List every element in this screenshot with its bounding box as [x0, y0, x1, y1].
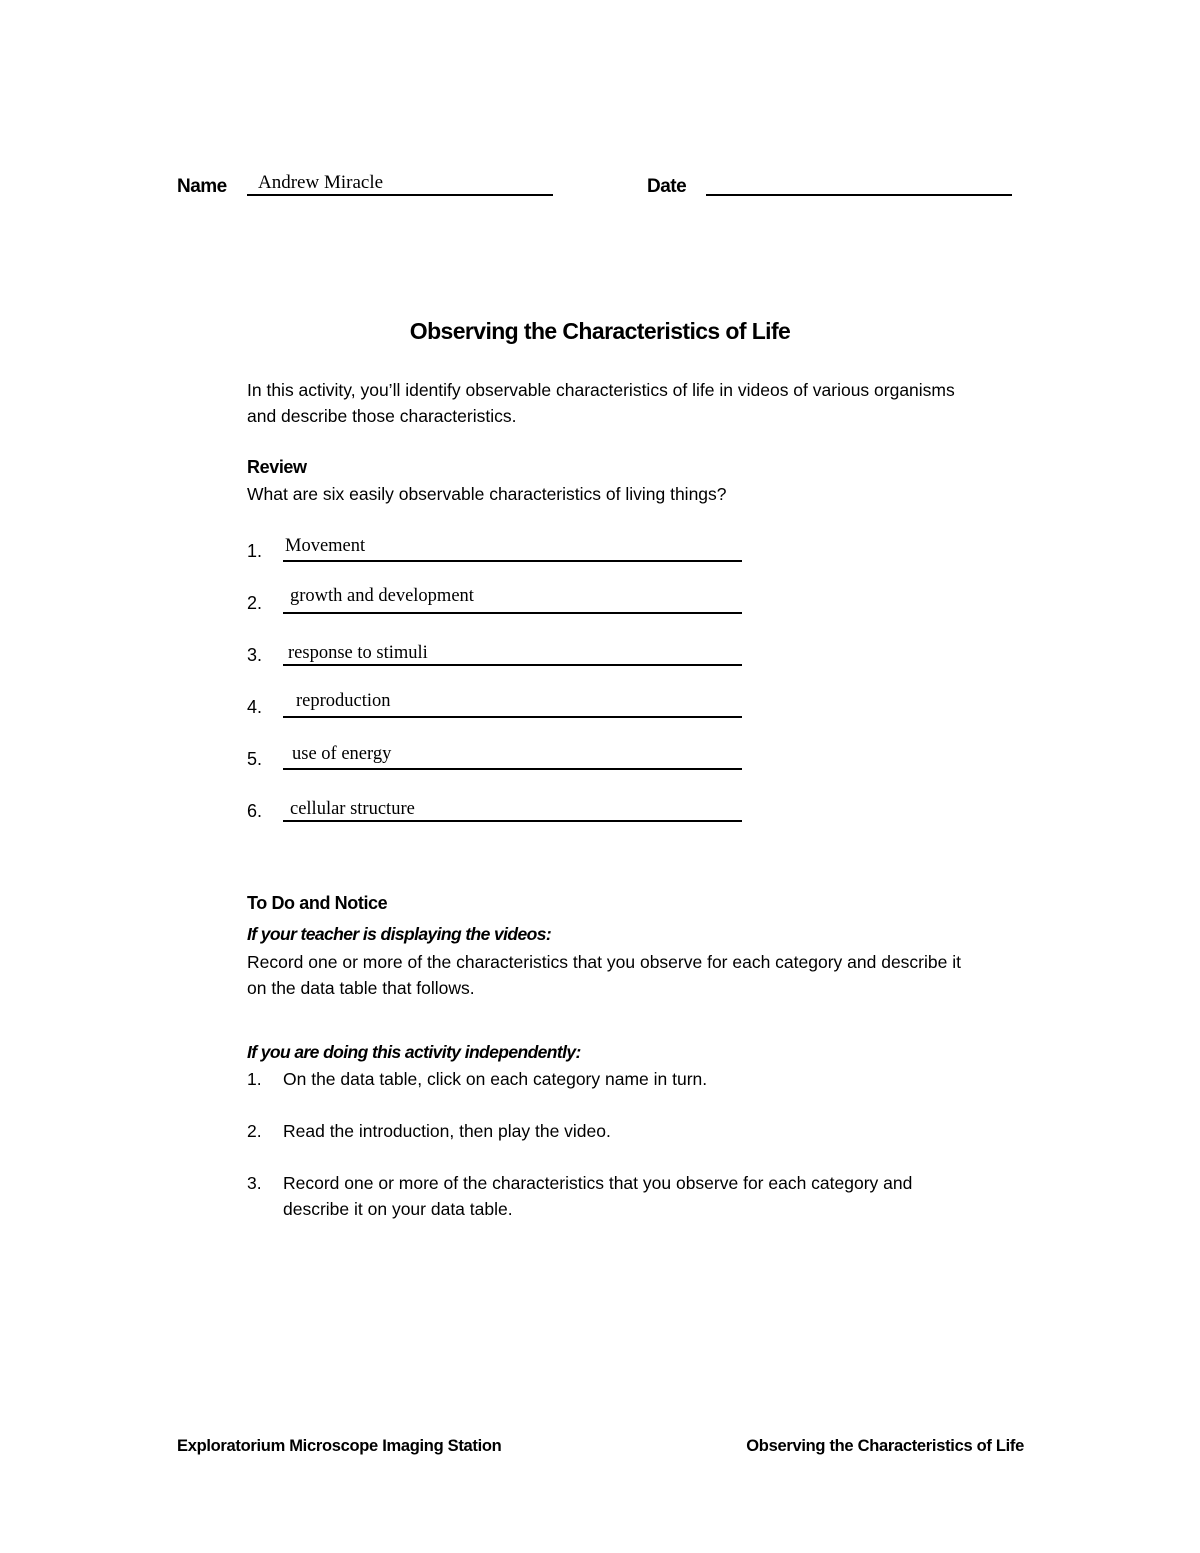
- step-1: [247, 1066, 967, 1092]
- step-number: 1.: [247, 1069, 262, 1089]
- step-text: Read the introduction, then play the video.: [283, 1121, 611, 1141]
- intro-paragraph: In this activity, you’ll identify observable characteristics of life in videos of various organisms and describe those characteristics.: [247, 380, 955, 426]
- footer-right: Observing the Characteristics of Life: [746, 1437, 1024, 1455]
- footer-left: Exploratorium Microscope Imaging Station: [177, 1437, 502, 1455]
- review-item-6: [247, 792, 747, 822]
- step-2: [247, 1118, 967, 1144]
- review-item-3: [247, 636, 747, 666]
- teacher-subheading: If your teacher is displaying the videos:: [247, 924, 552, 944]
- review-item-number: 6.: [247, 801, 263, 821]
- name-field[interactable]: Andrew Miracle: [258, 172, 384, 193]
- review-question: What are six easily observable characteristics of living things?: [247, 484, 727, 504]
- answer-field[interactable]: growth and development: [290, 586, 474, 606]
- answer-field[interactable]: response to stimuli: [288, 643, 428, 663]
- review-item-4: [247, 688, 747, 718]
- name-field-line: [247, 194, 553, 196]
- answer-field[interactable]: Movement: [285, 536, 366, 556]
- answer-field[interactable]: use of energy: [292, 744, 392, 764]
- answer-line: [283, 612, 742, 614]
- date-label: Date: [647, 176, 687, 197]
- step-text: Record one or more of the characteristics that you observe for each category and describe it on your data table.: [283, 1173, 913, 1219]
- answer-line: [283, 664, 742, 666]
- answer-line: [283, 820, 742, 822]
- date-field-line: [706, 194, 1012, 196]
- todo-heading: To Do and Notice: [247, 893, 388, 913]
- step-text: On the data table, click on each category name in turn.: [283, 1069, 708, 1089]
- page-title: Observing the Characteristics of Life: [409, 318, 791, 344]
- name-label: Name: [177, 176, 227, 197]
- review-item-number: 3.: [247, 645, 263, 665]
- answer-field[interactable]: reproduction: [296, 691, 391, 711]
- step-number: 3.: [247, 1173, 262, 1193]
- answer-line: [283, 768, 742, 770]
- review-item-1: [247, 532, 747, 562]
- answer-line: [283, 716, 742, 718]
- review-heading: Review: [247, 457, 307, 477]
- teacher-instructions: Record one or more of the characteristics that you observe for each category and describe it on the data table that follows.: [247, 952, 961, 998]
- review-item-2: [247, 584, 747, 614]
- independent-subheading: If you are doing this activity independently:: [247, 1042, 581, 1062]
- step-number: 2.: [247, 1121, 262, 1141]
- step-3: [247, 1170, 947, 1222]
- review-item-number: 4.: [247, 697, 263, 717]
- answer-line: [283, 560, 742, 562]
- review-item-5: [247, 740, 747, 770]
- review-item-number: 1.: [247, 541, 263, 561]
- answer-field[interactable]: cellular structure: [290, 799, 415, 819]
- review-item-number: 2.: [247, 593, 263, 613]
- review-item-number: 5.: [247, 749, 263, 769]
